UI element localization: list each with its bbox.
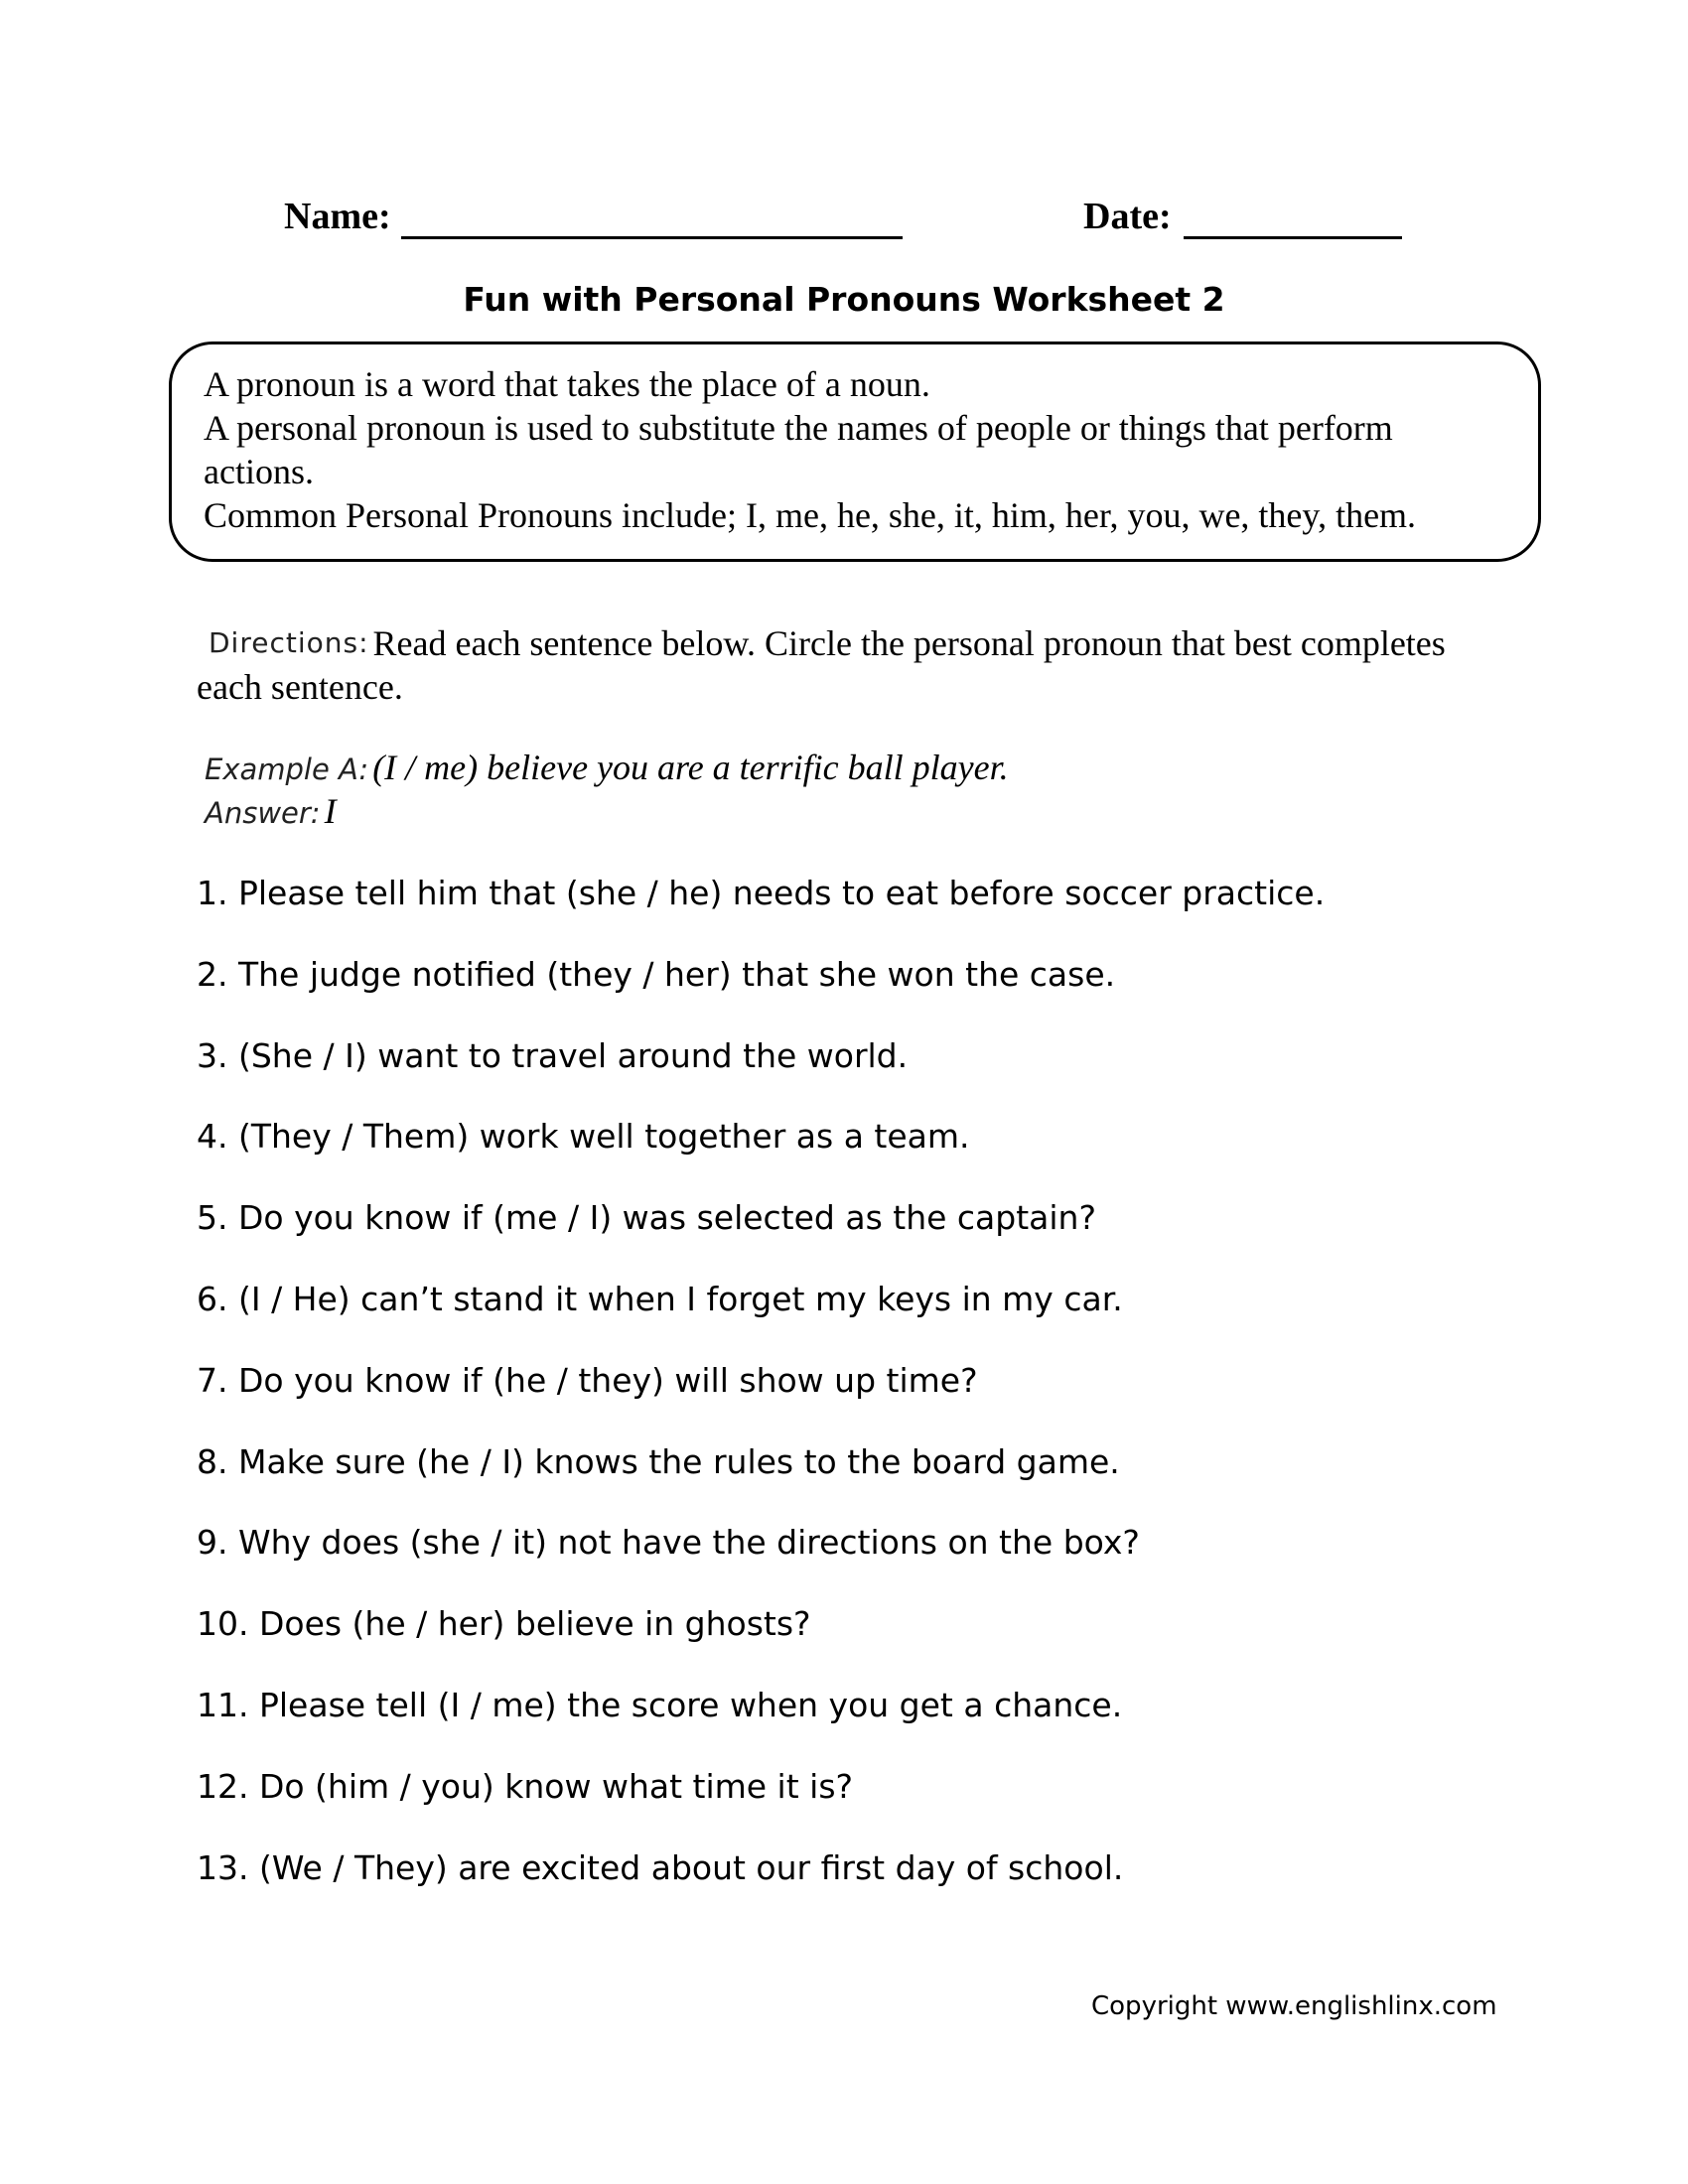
question-item[interactable]: 7. Do you know if (he / they) will show up time? [197, 1360, 978, 1400]
question-item[interactable]: 9. Why does (she / it) not have the directions on the box? [197, 1523, 1140, 1563]
definition-line-4: Common Personal Pronouns include; I, me, he, she, it, him, her, you, we, they, them. [204, 495, 1417, 535]
name-label: Name: [284, 196, 391, 237]
definition-line-2: A personal pronoun is used to substitute the names of people or things that perform [204, 408, 1393, 448]
definition-line-1: A pronoun is a word that takes the place of a noun. [204, 364, 930, 404]
question-item[interactable]: 5. Do you know if (me / I) was selected as the captain? [197, 1198, 1096, 1238]
question-item[interactable]: 8. Make sure (he / I) knows the rules to the board game. [197, 1441, 1120, 1481]
header-row [284, 195, 1406, 254]
example-sentence: (I / me) believe you are a terrific ball player. [372, 748, 1009, 787]
definition-line-3: actions. [204, 452, 314, 491]
date-blank-line[interactable] [1184, 236, 1402, 239]
worksheet-title: Fun with Personal Pronouns Worksheet 2 [463, 280, 1225, 319]
question-item[interactable]: 3. (She / I) want to travel around the world. [197, 1035, 909, 1075]
example-block [205, 747, 1495, 834]
question-item[interactable]: 11. Please tell (I / me) the score when you get a chance. [197, 1685, 1123, 1724]
example-answer: I [324, 791, 337, 831]
question-item[interactable]: 4. (They / Them) work well together as a team. [197, 1117, 970, 1157]
directions-label: Directions: [209, 626, 369, 659]
answer-label: Answer: [205, 796, 321, 830]
copyright-footer: Copyright www.englishlinx.com [1091, 1991, 1497, 2021]
directions [197, 621, 1507, 709]
question-item[interactable]: 2. The judge notified (they / her) that she won the case. [197, 954, 1116, 994]
definition-box [169, 341, 1541, 562]
example-label: Example A: [205, 752, 369, 786]
name-blank-line[interactable] [401, 236, 903, 239]
question-item[interactable]: 13. (We / They) are excited about our first day of school. [197, 1847, 1124, 1887]
question-item[interactable]: 6. (I / He) can’t stand it when I forget my keys in my car. [197, 1279, 1123, 1318]
date-label: Date: [1083, 196, 1172, 237]
question-list [197, 872, 1537, 1927]
question-item[interactable]: 12. Do (him / you) know what time it is? [197, 1766, 854, 1806]
directions-text: Read each sentence below. Circle the personal pronoun that best completes each sentence. [197, 623, 1446, 707]
question-item[interactable]: 1. Please tell him that (she / he) needs to eat before soccer practice. [197, 874, 1326, 912]
question-item[interactable]: 10. Does (he / her) believe in ghosts? [197, 1604, 811, 1644]
